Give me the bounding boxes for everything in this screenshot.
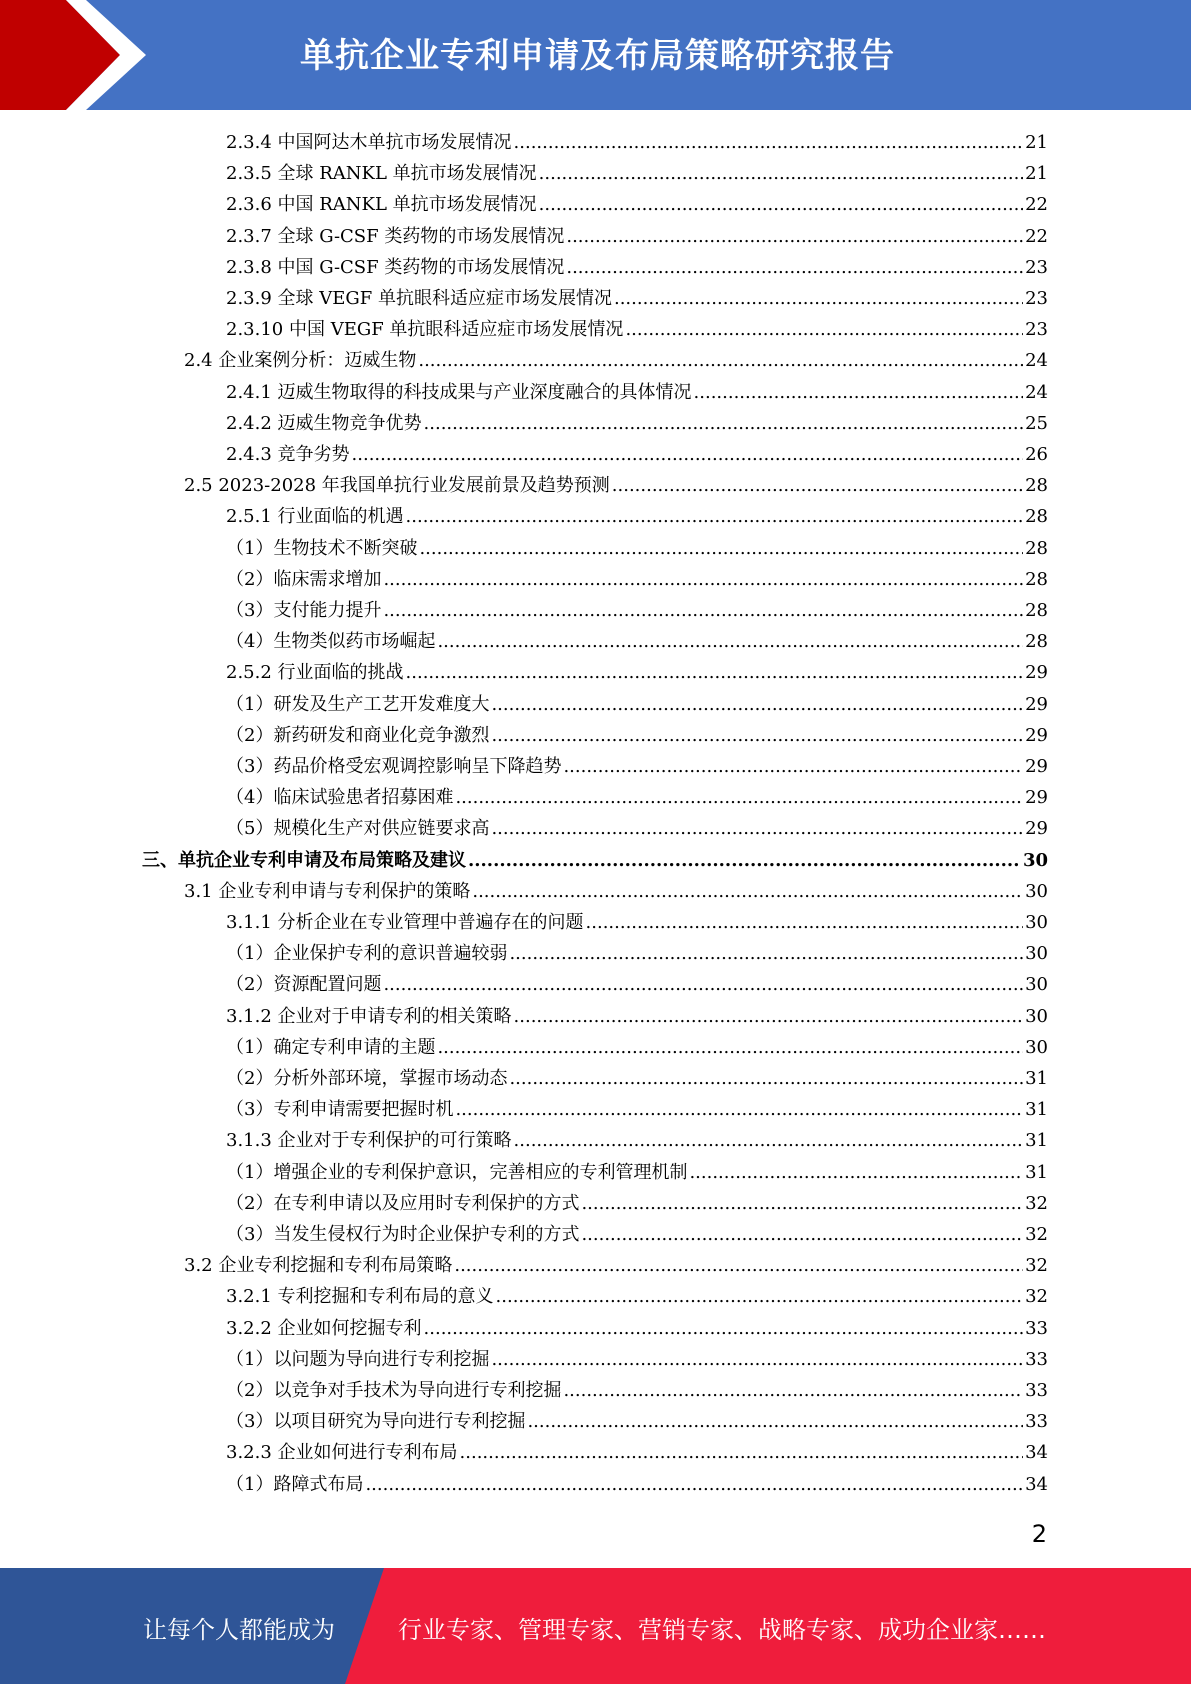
toc-entry-page: 26 [1025, 444, 1048, 465]
toc-dot-leader [614, 283, 1023, 314]
toc-entry[interactable] [226, 314, 1048, 345]
toc-entry-page: 28 [1025, 631, 1048, 653]
toc-entry-page: 29 [1025, 693, 1048, 715]
toc-entry[interactable] [226, 626, 1048, 657]
header-red-arrow [0, 0, 140, 110]
toc-entry-label: 2.5.1 行业面临的机遇 [226, 506, 404, 528]
toc-entry-page: 31 [1025, 1099, 1048, 1121]
toc-entry-label: 3.2.2 企业如何挖掘专利 [226, 1317, 422, 1339]
toc-entry-label: （2）以竞争对手技术为导向进行专利挖掘 [226, 1380, 562, 1401]
toc-entry[interactable] [226, 564, 1048, 595]
toc-entry-page: 33 [1025, 1380, 1048, 1401]
toc-entry-label: （1）以问题为导向进行专利挖掘 [226, 1348, 490, 1370]
toc-entry-page: 22 [1025, 194, 1048, 216]
toc-entry-label: 3.2 企业专利挖掘和专利布局策略 [184, 1255, 453, 1277]
toc-entry-label: 2.3.10 中国 VEGF 单抗眼科适应症市场发展情况 [226, 319, 624, 341]
toc-entry-page: 28 [1025, 537, 1048, 559]
toc-dot-leader [514, 127, 1024, 158]
toc-entry-page: 32 [1025, 1224, 1048, 1245]
toc-entry-page: 29 [1025, 756, 1048, 777]
toc-entry-label: 3.1 企业专利申请与专利保护的策略 [184, 880, 471, 902]
toc-entry-label: 2.4.2 迈威生物竞争优势 [226, 412, 422, 434]
toc-entry[interactable] [226, 127, 1048, 158]
toc-entry[interactable] [226, 533, 1048, 564]
toc-entry-page: 31 [1025, 1130, 1048, 1152]
toc-entry-label: 3.1.3 企业对于专利保护的可行策略 [226, 1130, 512, 1152]
toc-dot-leader [539, 189, 1023, 220]
toc-entry[interactable] [226, 1032, 1048, 1063]
toc-entry[interactable] [226, 1437, 1048, 1468]
toc-dot-leader [365, 1469, 1023, 1500]
toc-entry[interactable] [226, 1001, 1048, 1032]
toc-dot-leader [455, 782, 1023, 813]
toc-entry-page: 31 [1025, 1161, 1048, 1183]
toc-dot-leader [460, 1437, 1024, 1468]
toc-entry-page: 31 [1025, 1068, 1048, 1089]
toc-entry-page: 30 [1025, 880, 1048, 902]
toc-entry-page: 30 [1025, 1036, 1048, 1058]
toc-entry-label: （2）临床需求增加 [226, 568, 382, 590]
toc-entry-label: （3）支付能力提升 [226, 600, 382, 621]
toc-entry-label: （1）路障式布局 [226, 1473, 364, 1495]
toc-entry[interactable] [226, 1281, 1048, 1312]
toc-entry-label: 2.3.6 中国 RANKL 单抗市场发展情况 [226, 194, 537, 216]
toc-entry[interactable] [226, 1094, 1048, 1125]
toc-entry-label: （1）确定专利申请的主题 [226, 1036, 436, 1058]
toc-dot-leader [406, 657, 1024, 688]
toc-dot-leader [419, 533, 1023, 564]
toc-entry[interactable] [226, 720, 1048, 751]
toc-entry-label: 2.5 2023-2028 年我国单抗行业发展前景及趋势预测 [184, 475, 610, 497]
toc-dot-leader [496, 1281, 1024, 1312]
toc-entry-page: 33 [1025, 1411, 1048, 1433]
toc-entry[interactable] [226, 1375, 1048, 1406]
toc-entry-label: （2）资源配置问题 [226, 974, 382, 996]
toc-dot-leader [694, 377, 1024, 408]
toc-entry-page: 29 [1025, 787, 1048, 809]
toc-entry-page: 24 [1025, 381, 1048, 403]
toc-entry[interactable] [226, 252, 1048, 283]
toc-entry-label: （1）增强企业的专利保护意识，完善相应的专利管理机制 [226, 1161, 688, 1183]
toc-entry-page: 32 [1025, 1286, 1048, 1308]
toc-entry[interactable] [226, 1469, 1048, 1500]
toc-entry[interactable] [226, 907, 1048, 938]
toc-dot-leader [509, 1063, 1023, 1094]
toc-dot-leader [491, 720, 1023, 751]
toc-entry-label: 2.3.8 中国 G-CSF 类药物的市场发展情况 [226, 256, 565, 278]
toc-dot-leader [514, 1125, 1024, 1156]
toc-dot-leader [424, 408, 1024, 439]
toc-entry-label: （4）临床试验患者招募困难 [226, 787, 454, 809]
toc-entry-page: 28 [1025, 568, 1048, 590]
toc-dot-leader [563, 1375, 1023, 1406]
toc-entry-page: 29 [1025, 724, 1048, 746]
toc-entry[interactable] [226, 938, 1048, 969]
toc-entry[interactable] [226, 189, 1048, 220]
toc-dot-leader [563, 751, 1023, 782]
toc-dot-leader [581, 1219, 1023, 1250]
toc-entry-label: （1）生物技术不断突破 [226, 537, 418, 559]
toc-entry-page: 29 [1025, 662, 1048, 684]
toc-entry-page: 21 [1025, 132, 1048, 153]
toc-entry-label: （2）在专利申请以及应用时专利保护的方式 [226, 1192, 580, 1214]
toc-entry-label: 2.4 企业案例分析：迈威生物 [184, 350, 417, 372]
toc-entry-page: 30 [1025, 912, 1048, 933]
toc-entry-label: 2.4.3 竞争劣势 [226, 444, 350, 465]
header-banner [0, 0, 1191, 110]
toc-entry[interactable] [226, 1157, 1048, 1188]
toc-entry[interactable] [226, 969, 1048, 1000]
toc-entry[interactable] [226, 1063, 1048, 1094]
toc-entry-page: 33 [1025, 1317, 1048, 1339]
toc-entry-label: 3.2.1 专利挖掘和专利布局的意义 [226, 1286, 494, 1308]
toc-dot-leader [491, 1344, 1023, 1375]
toc-dot-leader [581, 1188, 1023, 1219]
toc-entry-page: 28 [1025, 475, 1048, 497]
toc-dot-leader [472, 876, 1023, 907]
toc-dot-leader [509, 938, 1023, 969]
toc-entry-label: （3）当发生侵权行为时企业保护专利的方式 [226, 1224, 580, 1245]
toc-dot-leader [437, 1032, 1023, 1063]
toc-entry[interactable] [142, 845, 1048, 876]
footer-slogan-left: 让每个人都能成为 [143, 1616, 335, 1644]
toc-entry-page: 30 [1022, 849, 1048, 871]
toc-entry-label: （1）企业保护专利的意识普遍较弱 [226, 943, 508, 965]
toc-entry-label: 2.4.1 迈威生物取得的科技成果与产业深度融合的具体情况 [226, 381, 692, 403]
toc-dot-leader [383, 564, 1023, 595]
toc-entry-page: 30 [1025, 1005, 1048, 1027]
toc-entry-page: 33 [1025, 1348, 1048, 1370]
toc-entry[interactable] [184, 1250, 1048, 1281]
toc-entry[interactable] [226, 782, 1048, 813]
toc-dot-leader [383, 969, 1023, 1000]
toc-entry[interactable] [226, 595, 1048, 626]
document-title: 单抗企业专利申请及布局策略研究报告 [300, 36, 895, 76]
toc-entry[interactable] [226, 439, 1048, 470]
toc-entry[interactable] [184, 876, 1048, 907]
toc-entry[interactable] [226, 1344, 1048, 1375]
toc-dot-leader [566, 252, 1023, 283]
toc-entry-label: （3）专利申请需要把握时机 [226, 1099, 454, 1121]
toc-dot-leader [566, 221, 1023, 252]
toc-dot-leader [491, 689, 1023, 720]
toc-entry[interactable] [226, 1219, 1048, 1250]
toc-entry-page: 22 [1025, 225, 1048, 247]
toc-dot-leader [612, 470, 1023, 501]
toc-entry[interactable] [226, 377, 1048, 408]
toc-entry-label: 3.2.3 企业如何进行专利布局 [226, 1442, 458, 1464]
page-number: 2 [1031, 1520, 1047, 1548]
toc-dot-leader [514, 1001, 1024, 1032]
toc-entry[interactable] [226, 1125, 1048, 1156]
toc-dot-leader [437, 626, 1023, 657]
toc-entry[interactable] [226, 689, 1048, 720]
toc-entry[interactable] [184, 470, 1048, 501]
toc-entry-page: 28 [1025, 600, 1048, 621]
toc-entry[interactable] [226, 751, 1048, 782]
toc-entry[interactable] [226, 1406, 1048, 1437]
toc-dot-leader [689, 1157, 1023, 1188]
toc-dot-leader [491, 813, 1023, 844]
toc-entry-page: 23 [1025, 288, 1048, 309]
footer-slogan-right: 行业专家、管理专家、营销专家、战略专家、成功企业家…… [398, 1616, 1046, 1644]
toc-entry-page: 30 [1025, 974, 1048, 996]
toc-entry[interactable] [184, 345, 1048, 376]
toc-entry-page: 28 [1025, 506, 1048, 528]
toc-entry-page: 34 [1025, 1473, 1048, 1495]
toc-dot-leader [455, 1094, 1023, 1125]
toc-dot-leader [352, 439, 1024, 470]
toc-entry-label: 3.1.2 企业对于申请专利的相关策略 [226, 1005, 512, 1027]
toc-entry-label: 2.5.2 行业面临的挑战 [226, 662, 404, 684]
toc-entry-page: 32 [1025, 1192, 1048, 1214]
toc-entry[interactable] [226, 657, 1048, 688]
toc-entry-label: 3.1.1 分析企业在专业管理中普遍存在的问题 [226, 912, 584, 933]
toc-entry-label: （5）规模化生产对供应链要求高 [226, 818, 490, 840]
toc-entry[interactable] [226, 221, 1048, 252]
toc-dot-leader [586, 907, 1024, 938]
toc-entry-label: （3）以项目研究为导向进行专利挖掘 [226, 1411, 526, 1433]
toc-dot-leader [406, 501, 1024, 532]
toc-dot-leader [625, 314, 1023, 345]
toc-dot-leader [424, 1313, 1024, 1344]
toc-entry-page: 23 [1025, 319, 1048, 341]
toc-entry[interactable] [226, 158, 1048, 189]
toc-entry[interactable] [226, 408, 1048, 439]
toc-dot-leader [539, 158, 1023, 189]
toc-entry-page: 34 [1025, 1442, 1048, 1464]
toc-entry[interactable] [226, 1188, 1048, 1219]
footer-banner [0, 1568, 1191, 1684]
toc-dot-leader [418, 345, 1023, 376]
toc-entry-page: 29 [1025, 818, 1048, 840]
toc-dot-leader [468, 845, 1021, 876]
toc-entry-label: （2）新药研发和商业化竞争激烈 [226, 724, 490, 746]
toc-entry-label: （4）生物类似药市场崛起 [226, 631, 436, 653]
toc-dot-leader [454, 1250, 1023, 1281]
toc-entry-label: 2.3.5 全球 RANKL 单抗市场发展情况 [226, 163, 537, 185]
toc-entry[interactable] [226, 283, 1048, 314]
toc-entry-page: 32 [1025, 1255, 1048, 1277]
toc-entry[interactable] [226, 501, 1048, 532]
toc-entry-label: 2.3.7 全球 G-CSF 类药物的市场发展情况 [226, 225, 565, 247]
toc-entry[interactable] [226, 1313, 1048, 1344]
toc-entry-page: 21 [1025, 163, 1048, 185]
toc-entry-page: 25 [1025, 412, 1048, 434]
toc-entry-label: 2.3.9 全球 VEGF 单抗眼科适应症市场发展情况 [226, 288, 612, 309]
toc-entry-page: 30 [1025, 943, 1048, 965]
toc-dot-leader [527, 1406, 1023, 1437]
toc-entry-label: 2.3.4 中国阿达木单抗市场发展情况 [226, 132, 512, 153]
toc-entry[interactable] [226, 813, 1048, 844]
toc-entry-page: 23 [1025, 256, 1048, 278]
toc-entry-page: 24 [1025, 350, 1048, 372]
toc-entry-label: 三、单抗企业专利申请及布局策略及建议 [142, 849, 466, 871]
toc-entry-label: （1）研发及生产工艺开发难度大 [226, 693, 490, 715]
toc-entry-label: （2）分析外部环境，掌握市场动态 [226, 1068, 508, 1089]
toc-dot-leader [383, 595, 1023, 626]
toc-entry-label: （3）药品价格受宏观调控影响呈下降趋势 [226, 756, 562, 777]
